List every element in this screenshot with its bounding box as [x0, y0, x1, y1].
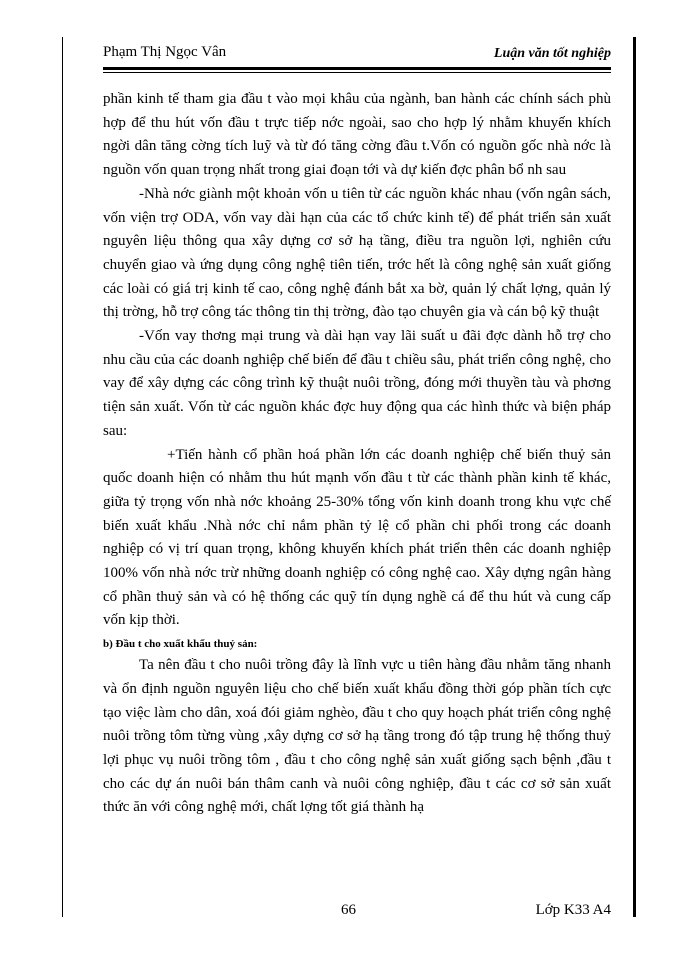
header-author: Phạm Thị Ngọc Vân	[103, 44, 227, 60]
header-rule-thick	[103, 67, 611, 70]
paragraph-aquaculture-investment: Ta nên đầu t cho nuôi trồng đây là lĩnh vực u tiên hàng đầu nhằm tăng nhanh và ổn định nguồn nguyên liệu cho chế biến xuất khẩu đồng thời góp phần tích cực tạo việc làm cho dân, xoá đói giảm nghèo, đầu t cho quy hoạch phát triển công nghệ nuôi trồng tôm từng vùng ,xây dựng cơ sở hạ tầng trong đó tập trung hệ thống thuỷ lợi phục vụ nuôi trồng tôm , đầu t cho công nghệ sản xuất giống sạch bệnh ,đầu t cho các dự án nuôi bán thâm canh và nuôi công nghiệp, đầu t các cơ sở sản xuất thức ăn với công nghệ mới, chất lợng tốt giá thành hạ	[103, 657, 611, 816]
page-footer	[103, 902, 611, 922]
section-subheading: b) Đầu t cho xuất khẩu thuỷ sản:	[103, 638, 258, 651]
paragraph-commercial-loans: -Vốn vay thơng mại trung và dài hạn vay lãi suất u đãi đợc dành hỗ trợ cho nhu cầu của các doanh nghiệp chế biến để đầu t chiều sâu, phát triển công nghệ, cho vay để xây dựng các công trình kỹ thuật nuôi trồng, đóng mới thuyền tàu và phơng tiện sản xuất. Vốn từ các nguồn khác đợc huy động qua các hình thức và biện pháp sau:	[103, 328, 611, 439]
paragraph-equitization: +Tiến hành cổ phần hoá phần lớn các doanh nghiệp chế biến thuỷ sản quốc doanh hiện có nhằm thu hút mạnh vốn đầu t từ các thành phần kinh tế khác, giữa tỷ trọng vốn nhà nớc khoảng 25-30% tổng vốn kinh doanh trong khu vực chế biến xuất khẩu .Nhà nớc chỉ nắm phần tỷ lệ cổ phần chi phối trong các doanh nghiệp có vị trí quan trọng, không khuyến khích phát triển thên các doanh nghiệp 100% vốn nhà nớc trừ những doanh nghiệp có công nghệ cao. Xây dựng ngân hàng cổ phần thuỷ sản và có hệ thống các quỹ tín dụng nghề cá để thu hút và cung cấp vốn kịp thời.	[103, 446, 611, 629]
paragraph-state-capital: -Nhà nớc giành một khoản vốn u tiên từ các nguồn khác nhau (vốn ngân sách, vốn viện trợ ODA, vốn vay dài hạn của các tổ chức kinh tế) để phát triển sản xuất nguyên liệu thông qua xây dựng cơ sở hạ tầng, điều tra nguồn lợi, nghiên cứu chuyển giao và ứng dụng công nghệ tiên tiến, trớc hết là công nghệ sản xuất giống các loài có giá trị kinh tế cao, công nghệ đánh bắt xa bờ, quản lý chất lợng, quản lý thị trờng, hỗ trợ công tác thông tin thị trờng, đào tạo chuyên gia và cán bộ kỹ thuật	[103, 185, 611, 321]
header-rule-thin	[103, 72, 611, 73]
footer-class-name: Lớp K33 A4	[535, 902, 611, 918]
paragraph-continuation: phần kinh tế tham gia đầu t vào mọi khâu của ngành, ban hành các chính sách phù hợp để thu hút vốn đầu t trực tiếp nớc ngoài, sao cho hợp lý nhằm khuyến khích ngời dân tăng cờng tích luỹ và từ đó tăng cờng đầu t.Vốn có nguồn gốc nhà nớc là nguồn vốn quan trọng nhất trong giai đoạn tới và dự kiến đợc phân bổ nh sau	[103, 91, 611, 179]
page-number: 66	[341, 902, 356, 918]
page-header	[103, 44, 611, 68]
header-doc-type: Luận văn tốt nghiệp	[493, 46, 611, 61]
document-body	[103, 88, 611, 820]
